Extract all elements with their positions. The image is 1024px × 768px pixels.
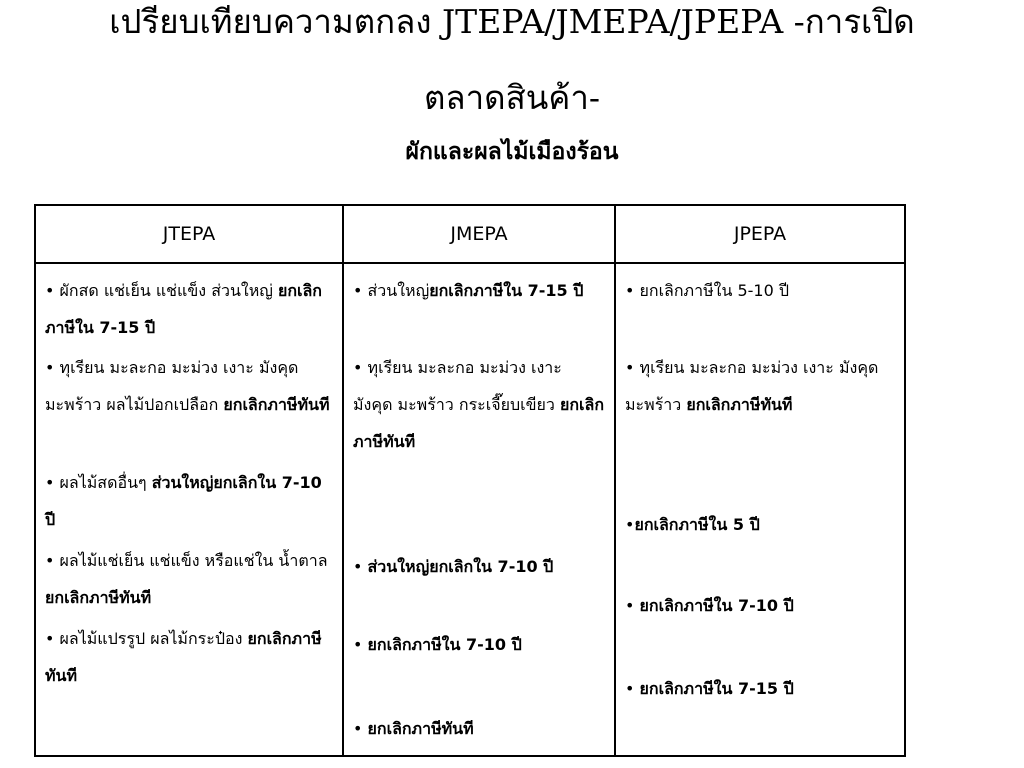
jpepa-item: • ยกเลิกภาษีใน 5-10 ปี xyxy=(625,281,790,300)
jtepa-cell xyxy=(35,263,343,756)
jtepa-item: • ผักสด แช่เย็น แช่แข็ง ส่วนใหญ่ ยกเลิกภาษีใน 7-15 ปี xyxy=(45,281,322,337)
jmepa-item: • ยกเลิกภาษีใน 7-10 ปี xyxy=(353,635,522,654)
jmepa-item: • ทุเรียน มะละกอ มะม่วง เงาะ มังคุด มะพร้าว กระเจี๊ยบเขียว ยกเลิกภาษีทันที xyxy=(353,358,605,451)
jtepa-item: • ผลไม้แช่เย็น แช่แข็ง หรือแช่ใน น้ำตาล ยกเลิกภาษีทันที xyxy=(45,551,328,607)
jmepa-cell xyxy=(343,263,615,756)
header-jpepa: JPEPA xyxy=(615,205,905,263)
slide-title-line-2: ตลาดสินค้า- xyxy=(423,78,601,117)
jpepa-item: • ยกเลิกภาษีใน 7-15 ปี xyxy=(625,679,794,698)
header-jtepa: JTEPA xyxy=(35,205,343,263)
comparison-table xyxy=(34,204,906,757)
jtepa-item: • ผลไม้แปรรูป ผลไม้กระป๋อง ยกเลิกภาษีทันที xyxy=(45,629,322,685)
jmepa-item: • ส่วนใหญ่ยกเลิกใน 7-10 ปี xyxy=(353,557,554,576)
jpepa-item: •ยกเลิกภาษีใน 5 ปี xyxy=(625,515,760,534)
jmepa-item: • ส่วนใหญ่ยกเลิกภาษีใน 7-15 ปี xyxy=(353,281,584,300)
jmepa-item: • ยกเลิกภาษีทันที xyxy=(353,719,474,738)
slide-title-line-1: เปรียบเทียบความตกลง JTEPA/JMEPA/JPEPA -การเปิด xyxy=(109,2,915,41)
header-row xyxy=(35,205,905,263)
header-jmepa: JMEPA xyxy=(343,205,615,263)
jpepa-item: • ยกเลิกภาษีใน 7-10 ปี xyxy=(625,596,794,615)
jpepa-item: • ทุเรียน มะละกอ มะม่วง เงาะ มังคุด มะพร้าว ยกเลิกภาษีทันที xyxy=(625,358,879,414)
content-row xyxy=(35,263,905,756)
jtepa-item: • ผลไม้สดอื่นๆ ส่วนใหญ่ยกเลิกใน 7-10 ปี xyxy=(45,473,322,529)
jpepa-cell xyxy=(615,263,905,756)
jtepa-item: • ทุเรียน มะละกอ มะม่วง เงาะ มังคุด มะพร้าว ผลไม้ปอกเปลือก ยกเลิกภาษีทันที xyxy=(45,358,330,414)
slide-subtitle: ผักและผลไม้เมืองร้อน xyxy=(405,139,619,165)
